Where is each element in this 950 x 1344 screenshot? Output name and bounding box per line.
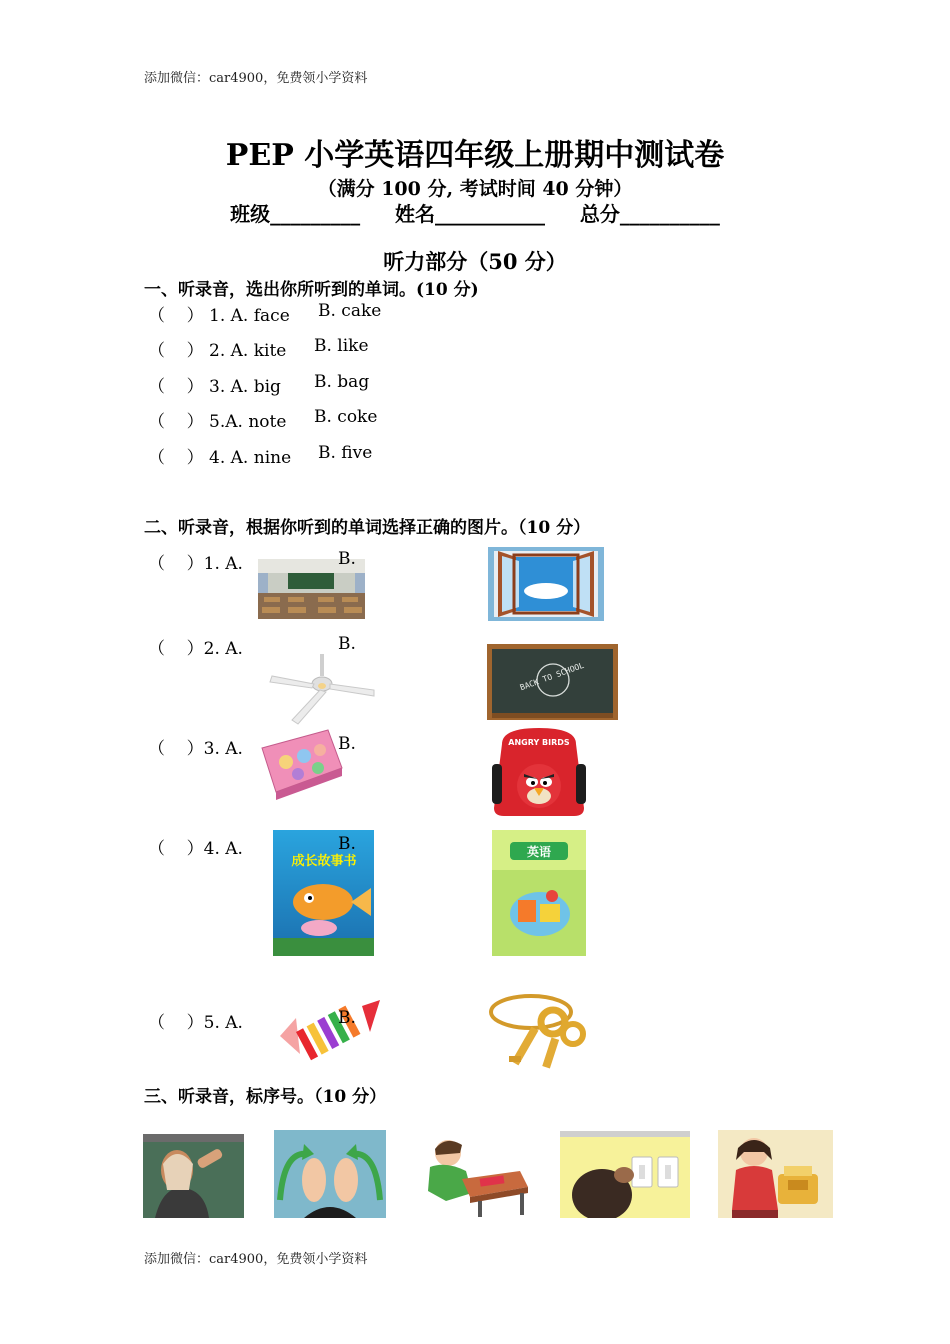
answer-paren[interactable]: （ ）	[148, 739, 204, 759]
part1-item-2	[148, 336, 286, 361]
part2-item-1	[148, 549, 243, 574]
answer-paren[interactable]: （ ）	[148, 377, 204, 397]
girl-with-bag-photo	[718, 1130, 833, 1218]
bag-brand-text: ANGRY BIRDS	[508, 738, 570, 747]
part1-item-2-b: B. like	[314, 336, 369, 356]
name-label: 姓名	[395, 202, 435, 226]
answer-paren[interactable]: （ ）	[148, 341, 204, 361]
part1-item-4	[148, 407, 286, 432]
part2-item-2	[148, 634, 243, 659]
hand-light-switch-photo	[560, 1131, 690, 1218]
option-a-label: 4. A.	[203, 839, 243, 859]
window-photo	[488, 547, 604, 621]
part1-item-3	[148, 372, 281, 397]
answer-paren[interactable]: （ ）	[148, 554, 204, 574]
name-blank: ___________	[435, 202, 545, 226]
part2-item-3	[148, 734, 243, 759]
total-blank: __________	[619, 202, 720, 226]
page-subtitle: （满分 100 分, 考试时间 40 分钟）	[317, 178, 633, 200]
option-a: 3. A. big	[209, 377, 281, 397]
answer-paren[interactable]: （ ）	[148, 639, 204, 659]
part2-item-5	[148, 1008, 243, 1033]
blackboard-text: BACK TO SCHOOL	[518, 660, 586, 693]
option-b-label: B.	[338, 834, 356, 854]
part1-item-5-b: B. five	[318, 443, 373, 463]
class-label: 班级	[230, 202, 271, 226]
schoolbag-photo	[488, 724, 590, 818]
hands-wiping-photo	[274, 1130, 386, 1218]
keys-photo	[487, 990, 591, 1074]
girl-at-board-photo	[143, 1134, 244, 1218]
storybook-title: 成长故事书	[291, 854, 357, 869]
footer-note: 添加微信：car4900，免费领小学资料	[144, 1252, 368, 1267]
option-a: 5.A. note	[209, 412, 287, 432]
boy-at-desk-photo	[416, 1131, 532, 1218]
part1-item-1-b: B. cake	[318, 301, 382, 321]
option-b-label: B.	[338, 549, 356, 569]
header-note: 添加微信：car4900，免费领小学资料	[144, 71, 368, 86]
option-a-label: 5. A.	[203, 1013, 243, 1033]
part2-heading: 二、听录音，根据你听到的单词选择正确的图片。（10 分）	[144, 518, 591, 538]
option-a-label: 3. A.	[203, 739, 243, 759]
part3-heading: 三、听录音，标序号。（10 分）	[144, 1087, 387, 1107]
blackboard-photo	[487, 644, 618, 720]
english-book-title: 英语	[526, 845, 551, 859]
storybook-photo	[273, 830, 374, 956]
answer-paren[interactable]: （ ）	[148, 448, 204, 468]
class-blank: _________	[270, 202, 361, 226]
part1-item-3-b: B. bag	[314, 372, 370, 392]
option-b-label: B.	[338, 734, 356, 754]
option-a: 4. A. nine	[209, 448, 292, 468]
part1-item-1	[148, 301, 290, 326]
answer-paren[interactable]: （ ）	[148, 306, 204, 326]
option-a-label: 1. A.	[203, 554, 243, 574]
option-b-label: B.	[338, 634, 356, 654]
candy-photo	[272, 992, 382, 1070]
total-label: 总分	[579, 202, 620, 226]
answer-paren[interactable]: （ ）	[148, 1013, 204, 1033]
pencil-box-photo	[258, 728, 345, 800]
part2-item-4	[148, 834, 243, 859]
option-a-label: 2. A.	[203, 639, 243, 659]
ceiling-fan-photo	[268, 654, 378, 726]
listening-section-title: 听力部分（50 分）	[383, 249, 567, 274]
student-info-line	[0, 198, 950, 227]
part1-heading: 一、听录音，选出你所听到的单词。(10 分)	[144, 280, 479, 300]
answer-paren[interactable]: （ ）	[148, 412, 204, 432]
answer-paren[interactable]: （ ）	[148, 839, 204, 859]
page-title: PEP 小学英语四年级上册期中测试卷	[225, 138, 725, 173]
option-a: 2. A. kite	[209, 341, 287, 361]
option-a: 1. A. face	[209, 306, 290, 326]
part1-item-4-b: B. coke	[314, 407, 378, 427]
option-b-label: B.	[338, 1008, 356, 1028]
english-book-photo	[492, 830, 586, 956]
part1-item-5	[148, 443, 291, 468]
